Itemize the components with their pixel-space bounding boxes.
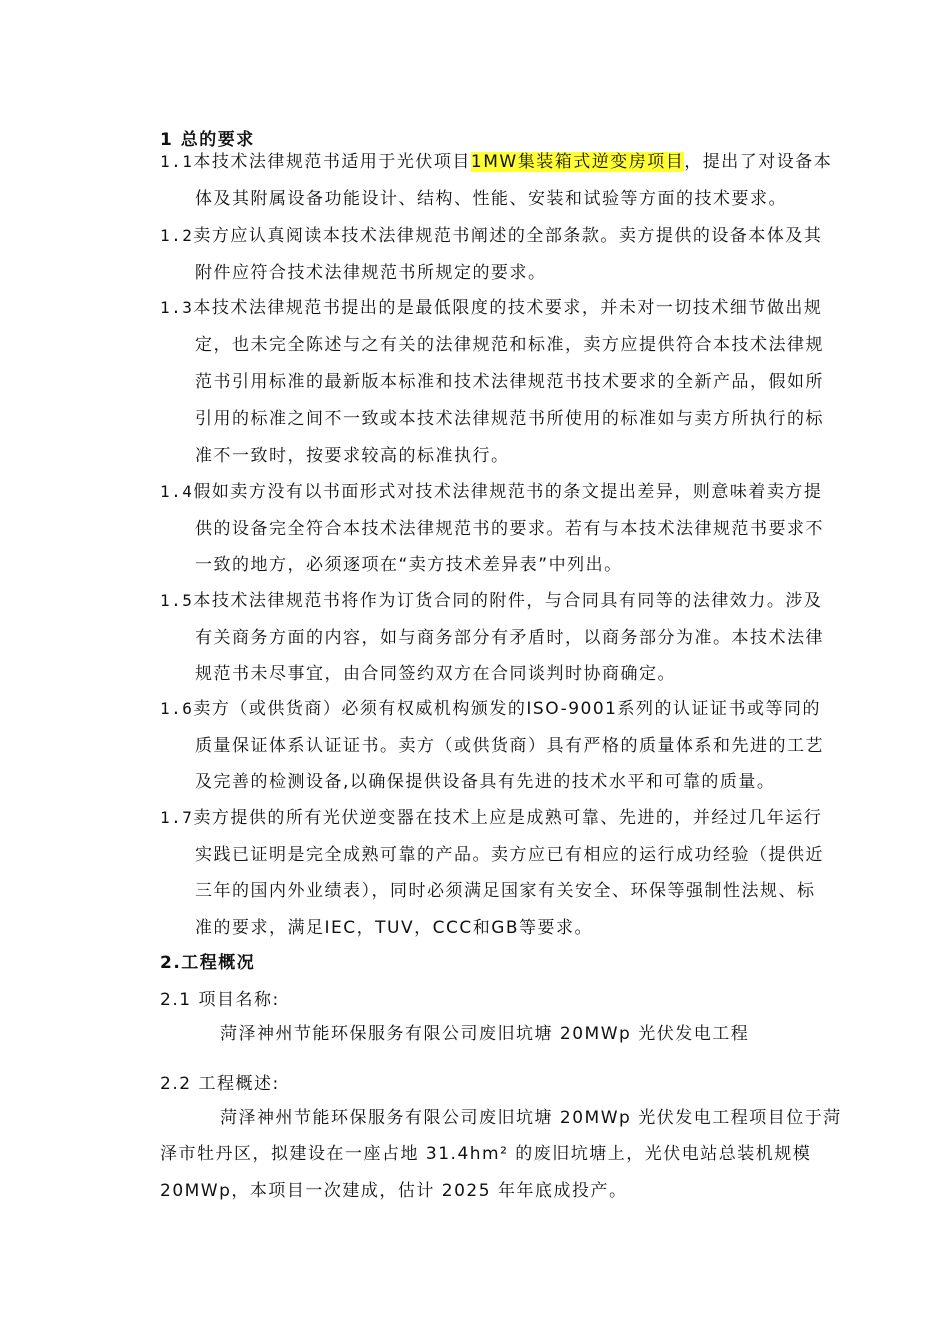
item-text: 本技术法律规范书将作为订货合同的附件，与合同具有同等的法律效力。涉及 <box>193 591 823 611</box>
item-number: 1.5 <box>160 591 194 610</box>
item-1-7-line: 实践已证明是完全成熟可靠的产品。卖方应已有相应的运行成功经验（提供近 <box>195 845 824 865</box>
item-1-3-line: 范书引用标准的最新版本标准和技术法律规范书技术要求的全新产品，假如所 <box>195 372 824 392</box>
item-number: 1.2 <box>160 226 194 245</box>
item-text: 假如卖方没有以书面形式对技术法律规范书的条文提出差异，则意味着卖方提 <box>193 482 823 502</box>
subsection-2-1-label: 2.1 项目名称: <box>160 990 280 1010</box>
item-1-6-line: 质量保证体系认证证书。卖方（或供货商）具有严格的质量体系和先进的工艺 <box>195 736 824 756</box>
item-1-5-first-line <box>160 589 822 613</box>
item-1-5-line: 有关商务方面的内容，如与商务部分有矛盾时，以商务部分为准。本技术法律 <box>195 628 824 648</box>
item-1-2-first-line <box>160 224 822 248</box>
item-1-7-first-line <box>160 806 822 830</box>
highlighted-project-name: 1MW集装箱式逆变房项目 <box>470 152 685 172</box>
project-name: 菏泽神州节能环保服务有限公司废旧坑塘 20MWp 光伏发电工程 <box>220 1024 750 1044</box>
item-1-7-line: 准的要求，满足IEC，TUV，CCC和GB等要求。 <box>195 918 594 938</box>
item-number: 1.4 <box>160 482 194 501</box>
item-1-6-first-line <box>160 697 821 721</box>
item-1-1-first-line <box>160 150 832 174</box>
item-1-5-line: 规范书未尽事宜，由合同签约双方在合同谈判时协商确定。 <box>195 664 676 684</box>
overview-line: 菏泽神州节能环保服务有限公司废旧坑塘 20MWp 光伏发电工程项目位于菏 <box>220 1108 842 1128</box>
item-1-7-line: 三年的国内外业绩表），同时必须满足国家有关安全、环保等强制性法规、标 <box>195 881 816 901</box>
section-2-heading: 2.工程概况 <box>160 953 256 973</box>
overview-line: 20MWp，本项目一次建成，估计 2025 年年底成投产。 <box>160 1181 628 1201</box>
item-1-3-first-line <box>160 296 822 320</box>
item-text: 卖方提供的所有光伏逆变器在技术上应是成熟可靠、先进的，并经过几年运行 <box>193 808 823 828</box>
item-text: ，提出了对设备本 <box>684 152 833 172</box>
item-number: 1.3 <box>160 298 194 317</box>
item-1-4-line: 一致的地方，必须逐项在“卖方技术差异表”中列出。 <box>195 555 623 575</box>
overview-line: 泽市牡丹区，拟建设在一座占地 31.4hm² 的废旧坑塘上，光伏电站总装机规模 <box>160 1144 812 1164</box>
section-1-heading: 1 总的要求 <box>160 130 255 150</box>
item-number: 1.6 <box>160 699 194 718</box>
subsection-2-2-label: 2.2 工程概述: <box>160 1074 280 1094</box>
item-1-3-line: 引用的标准之间不一致或本技术法律规范书所使用的标准如与卖方所执行的标 <box>195 409 824 429</box>
item-number: 1.1 <box>160 152 194 171</box>
item-text: 卖方应认真阅读本技术法律规范书阐述的全部条款。卖方提供的设备本体及其 <box>193 226 823 246</box>
item-1-6-line: 及完善的检测设备,以确保提供设备具有先进的技术水平和可靠的质量。 <box>195 772 776 792</box>
item-text: 本技术法律规范书提出的是最低限度的技术要求，并未对一切技术细节做出规 <box>193 298 823 318</box>
item-text: 卖方（或供货商）必须有权威机构颁发的ISO-9001系列的认证证书或等同的 <box>193 699 821 719</box>
item-text: 本技术法律规范书适用于光伏项目 <box>193 152 471 172</box>
item-1-4-line: 供的设备完全符合本技术法律规范书的要求。若有与本技术法律规范书要求不 <box>195 519 824 539</box>
item-number: 1.7 <box>160 808 194 827</box>
item-1-1-line: 体及其附属设备功能设计、结构、性能、安装和试验等方面的技术要求。 <box>195 189 787 209</box>
item-1-3-line: 定，也未完全陈述与之有关的法律规范和标准，卖方应提供符合本技术法律规 <box>195 335 824 355</box>
item-1-4-first-line <box>160 480 822 504</box>
item-1-3-line: 准不一致时，按要求较高的标准执行。 <box>195 446 510 466</box>
item-1-2-line: 附件应符合技术法律规范书所规定的要求。 <box>195 263 547 283</box>
